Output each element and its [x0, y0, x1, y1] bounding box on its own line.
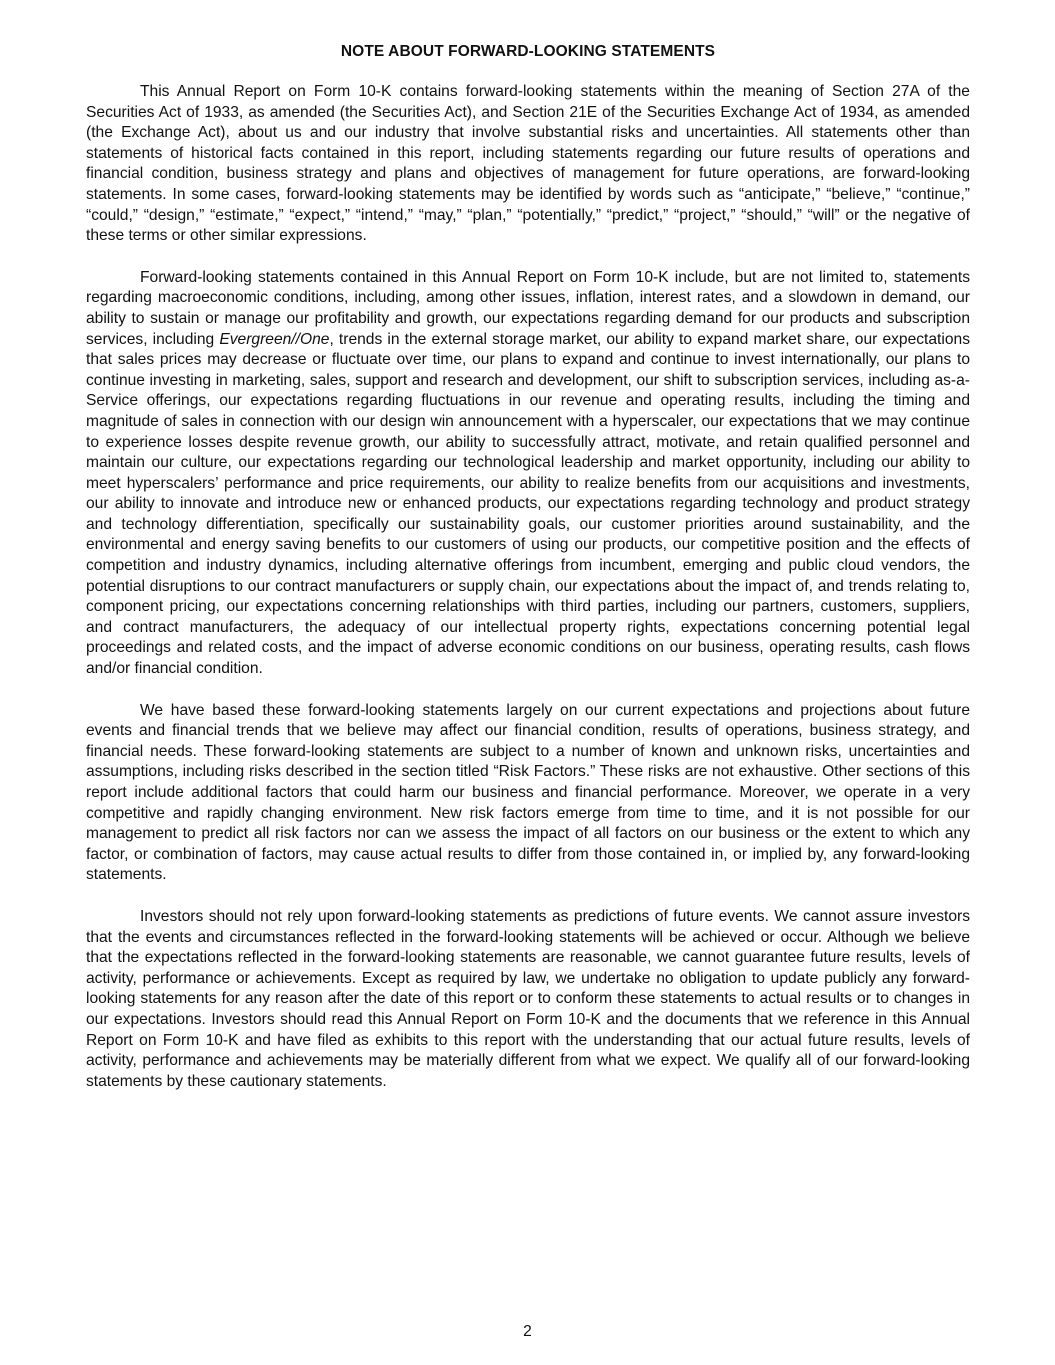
paragraph-basis: We have based these forward-looking statements largely on our current expectations and projections about future events and financial trends that we believe may affect our financial condition, results of operations, business strategy, and financial needs. These forward-looking statements are subject to a number of known and unknown risks, uncertainties and assumptions, including risks described in the section titled “Risk Factors.” These risks are not exhaustive. Other sections of this report include additional factors that could harm our business and financial performance. Moreover, we operate in a very competitive and rapidly changing environment. New risk factors emerge from time to time, and it is not possible for our management to predict all risk factors nor can we assess the impact of all factors on our business or the extent to which any factor, or combination of factors, may cause actual results to differ from those contained in, or implied by, any forward-looking statements.: [86, 701, 970, 884]
product-name-italic: Evergreen//One: [219, 330, 330, 348]
page-number: 2: [523, 1323, 532, 1340]
page-title: NOTE ABOUT FORWARD-LOOKING STATEMENTS: [340, 43, 716, 60]
paragraph-text-after-italic: , trends in the external storage market, our ability to expand market share, our expectations that sales prices may decrease or fluctuate over time, our plans to expand and continue to invest internationally, our plans to continue investing in marketing, sales, support and research and development, our shift to subscription services, including as-a-Service offerings, our expectations regarding fluctuations in our revenue and operating results, including the timing and magnitude of sales in connection with our design win announcement with a hyperscaler, our expectations that we may continue to experience losses despite revenue growth, our ability to successfully attract, motivate, and retain qualified personnel and maintain our culture, our expectations regarding our technological leadership and market opportunity, including our ability to meet hyperscalers’ performance and price requirements, our ability to realize benefits from our acquisitions and investments, our ability to innovate and introduce new or enhanced products, our expectations regarding technology and product strategy and technology differentiation, specifically our sustainability goals, our customer priorities around sustainability, and the environmental and energy saving benefits to our customers of using our products, our competitive position and the effects of competition and industry dynamics, including alternative offerings from incumbent, emerging and public cloud vendors, the potential disruptions to our contract manufacturers or supply chain, our expectations about the impact of, and trends relating to, component pricing, our expectations concerning relationships with third parties, including our partners, customers, suppliers, and contract manufacturers, the adequacy of our intellectual property rights, expectations concerning potential legal proceedings and related costs, and the impact of adverse economic conditions on our business, operating results, cash flows and/or financial condition.: [86, 330, 970, 678]
paragraph-text-before-italic: Forward-looking statements contained in this Annual Report on Form 10-K include, but are not limited to, statements regarding macroeconomic conditions, including, among other issues, inflation, interest rates, and a slowdown in demand, our ability to sustain or manage our profitability and growth, our expectations regarding demand for our products and subscription services, including: [86, 268, 970, 348]
paragraph-forward-looking-list: [86, 268, 970, 680]
document-page: [86, 42, 970, 1113]
paragraph-intro: This Annual Report on Form 10-K contains forward-looking statements within the meaning of Section 27A of the Securities Act of 1933, as amended (the Securities Act), and Section 21E of the Securities Exchange Act of 1934, as amended (the Exchange Act), about us and our industry that involve substantial risks and uncertainties. All statements other than statements of historical facts contained in this report, including statements regarding our future results of operations and financial condition, business strategy and plans and objectives of management for future operations, are forward-looking statements. In some cases, forward-looking statements may be identified by words such as “anticipate,” “believe,” “continue,” “could,” “design,” “estimate,” “expect,” “intend,” “may,” “plan,” “potentially,” “predict,” “project,” “should,” “will” or the negative of these terms or other similar expressions.: [86, 83, 970, 245]
paragraph-investors-caution: Investors should not rely upon forward-looking statements as predictions of future events. We cannot assure investors that the events and circumstances reflected in the forward-looking statements will be achieved or occur. Although we believe that the expectations reflected in the forward-looking statements are reasonable, we cannot guarantee future results, levels of activity, performance or achievements. Except as required by law, we undertake no obligation to update publicly any forward-looking statements for any reason after the date of this report or to conform these statements to actual results or to changes in our expectations. Investors should read this Annual Report on Form 10-K and the documents that we reference in this Annual Report on Form 10-K and have filed as exhibits to this report with the understanding that our actual future results, levels of activity, performance and achievements may be materially different from what we expect. We qualify all of our forward-looking statements by these cautionary statements.: [86, 907, 970, 1090]
